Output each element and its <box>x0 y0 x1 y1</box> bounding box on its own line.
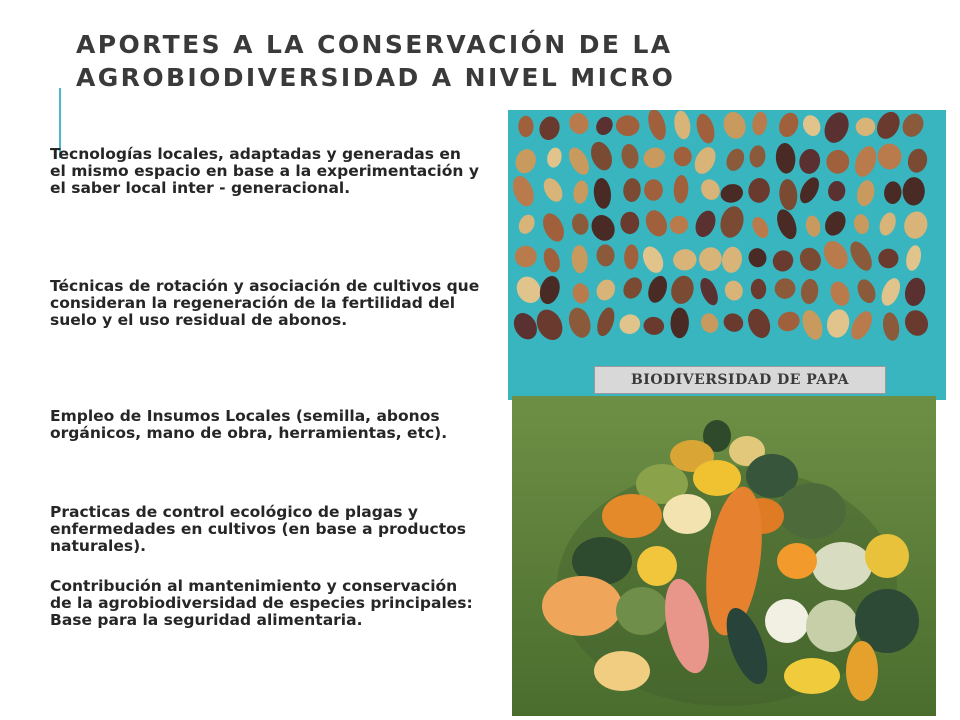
potato-shape <box>717 204 747 241</box>
potato-shape <box>898 110 927 141</box>
title-line-1: APORTES A LA CONSERVACIÓN DE LA <box>76 30 673 59</box>
potato-shape <box>854 116 876 137</box>
potato-shape <box>572 179 590 204</box>
potato-shape <box>587 211 619 245</box>
potato-shape <box>673 146 693 167</box>
title-line-2: AGROBIODIVERSIDAD A NIVEL MICRO <box>76 63 676 92</box>
potato-biodiversity-photo <box>508 110 946 400</box>
potato-shape <box>719 182 745 205</box>
potato-shape <box>617 312 643 337</box>
potato-shape <box>697 176 723 203</box>
potato-shape <box>596 244 615 267</box>
potato-shape <box>747 177 772 205</box>
potato-shape <box>566 110 591 137</box>
potato-shape <box>804 214 822 238</box>
potato-shape <box>824 307 851 340</box>
squash-diversity-photo <box>512 396 936 716</box>
potato-shape <box>698 311 721 335</box>
potato-shape <box>847 308 876 343</box>
potato-shape <box>720 310 746 335</box>
potato-shape <box>820 110 853 146</box>
potato-shape <box>775 142 797 174</box>
potato-shape <box>622 178 641 203</box>
potato-shape <box>571 282 591 305</box>
potato-shape <box>509 309 541 344</box>
potato-shape <box>723 279 745 303</box>
potato-shape <box>512 146 538 176</box>
potato-shape <box>904 244 923 272</box>
potato-shape <box>672 110 692 140</box>
potato-shape <box>537 114 563 143</box>
potato-shape <box>748 145 766 169</box>
potato-shape <box>620 274 646 302</box>
potato-shape <box>593 277 618 304</box>
potato-shape <box>902 177 925 206</box>
potato-shape <box>594 305 618 338</box>
paragraph-agrobiodiversity: Contribución al mantenimiento y conservación de la agrobiodiversidad de especies principales: Base para la seguridad alimentaria. <box>50 577 473 629</box>
potato-shape <box>640 144 669 172</box>
potato-illustration <box>508 110 946 400</box>
potato-shape <box>746 246 768 269</box>
potato-shape <box>821 208 849 239</box>
potato-shape <box>769 247 797 275</box>
potato-shape <box>571 245 588 274</box>
paragraph-pest-control: Practicas de control ecológico de plagas y enfermedades en cultivos (en base a productos naturales). <box>50 503 467 555</box>
potato-shape <box>516 212 538 236</box>
potato-shape <box>796 244 824 274</box>
potato-shape <box>902 276 928 308</box>
potato-shape <box>620 212 639 235</box>
potato-shape <box>667 213 691 237</box>
potato-shape <box>881 311 901 342</box>
potato-shape <box>720 245 743 274</box>
potato-shape <box>876 142 903 171</box>
potato-shape <box>800 278 820 305</box>
potato-shape <box>751 279 767 300</box>
potato-shape <box>854 277 879 306</box>
potato-shape <box>723 146 747 174</box>
potato-shape <box>645 110 669 142</box>
potato-shape <box>800 113 823 139</box>
potato-shape <box>824 148 851 176</box>
potato-shape <box>692 208 719 240</box>
potato-shape <box>873 110 904 143</box>
potato-shape <box>624 244 639 270</box>
potato-shape <box>545 146 563 169</box>
paragraph-crop-rotation: Técnicas de rotación y asociación de cultivos que consideran la regeneración de la fertilidad del suelo y el uso residual de abonos. <box>50 277 480 329</box>
potato-shape <box>906 147 930 175</box>
potato-shape <box>670 307 689 338</box>
potato-shape <box>773 207 800 242</box>
potato-shape <box>819 237 853 274</box>
potato-shape <box>693 112 717 146</box>
potato-shape <box>696 244 725 273</box>
squash-illustration <box>512 396 936 716</box>
potato-shape <box>855 179 877 208</box>
potato-shape <box>751 111 769 137</box>
potato-shape <box>846 238 876 274</box>
potato-shape <box>883 181 902 205</box>
potato-shape <box>720 110 749 142</box>
potato-shape <box>565 144 593 178</box>
potato-shape <box>540 175 566 205</box>
potato-shape <box>587 139 616 174</box>
potato-shape <box>827 279 853 309</box>
potato-shape <box>642 316 665 336</box>
potato-shape <box>796 174 823 206</box>
potato-shape <box>877 210 899 237</box>
potato-shape <box>514 245 537 268</box>
potato-shape <box>827 180 847 202</box>
potato-shape <box>772 275 799 301</box>
potato-shape <box>691 144 720 178</box>
potato-shape <box>565 305 594 340</box>
potato-shape <box>592 177 612 209</box>
potato-shape <box>778 178 798 211</box>
potato-shape <box>776 110 802 140</box>
potato-shape <box>797 147 822 175</box>
potato-shape <box>901 307 931 339</box>
potato-shape <box>541 246 563 274</box>
potato-shape <box>668 273 697 306</box>
potato-shape <box>852 213 870 235</box>
potato-shape <box>878 275 904 308</box>
potato-shape <box>775 308 803 334</box>
potato-shape <box>744 306 774 342</box>
potato-shape <box>593 114 616 138</box>
potato-shape <box>672 248 698 272</box>
potato-shape <box>644 179 663 201</box>
potato-shape <box>799 307 826 342</box>
potato-shape <box>749 214 772 240</box>
potato-shape <box>901 209 930 241</box>
potato-shape <box>878 248 899 268</box>
potato-shape <box>537 274 563 307</box>
potato-shape <box>539 210 568 245</box>
paragraph-local-inputs: Empleo de Insumos Locales (semilla, abonos orgánicos, mano de obra, herramientas, etc). <box>50 407 448 442</box>
potato-shape <box>615 115 640 137</box>
potato-shape <box>642 207 671 240</box>
potato-shape <box>697 275 722 307</box>
potato-shape <box>851 143 880 180</box>
potato-shape <box>532 305 568 344</box>
potato-shape <box>620 143 640 170</box>
potato-shape <box>645 273 671 305</box>
slide-title <box>76 28 676 94</box>
paragraph-local-technologies: Tecnologías locales, adaptadas y generadas en el mismo espacio en base a la experimentación y el saber local inter - generacional. <box>50 145 479 197</box>
potato-shape <box>518 116 533 137</box>
potato-photo-label: BIODIVERSIDAD DE PAPA <box>594 366 886 394</box>
potato-shape <box>571 212 591 236</box>
potato-shape <box>639 243 667 276</box>
potato-shape <box>509 173 538 209</box>
potato-shape <box>673 175 689 204</box>
